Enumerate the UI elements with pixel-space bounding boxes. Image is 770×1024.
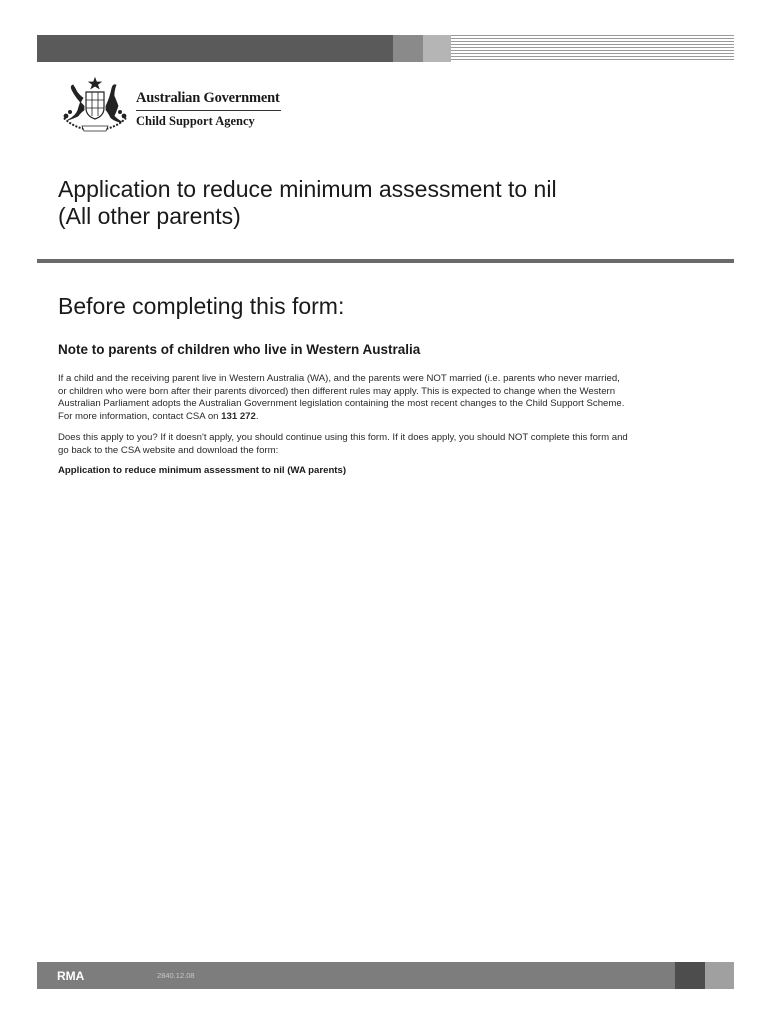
section-heading: Before completing this form:: [58, 293, 345, 319]
form-code: RMA: [57, 969, 85, 983]
paragraph-1-line: If a child and the receiving parent live in Western Australia (WA), and the parents were NOT married (i.e. parents who never married,: [58, 373, 620, 384]
contact-suffix: .: [255, 410, 259, 422]
coat-of-arms-icon: [56, 76, 134, 134]
paragraph-1-line: [58, 411, 738, 424]
contact-prefix: For more information, contact CSA on: [58, 410, 222, 422]
government-name: Australian Government: [136, 90, 280, 106]
paragraph-1-line: or children who were born after their parents divorced) then different rules may apply. This is expected to change when the Western: [58, 385, 616, 397]
title-line-2: (All other parents): [58, 203, 241, 229]
footer-bar: [37, 962, 734, 989]
paragraph-1-line: Australian Parliament adopts the Australian Government legislation containing the most recent changes to the Child Support Scheme.: [58, 398, 625, 409]
page-title: [58, 176, 557, 230]
header-bar-mid-segment: [393, 35, 423, 62]
agency-divider: [136, 110, 281, 111]
title-divider: [37, 259, 734, 263]
agency-name: Child Support Agency: [136, 114, 255, 128]
contact-phone: 131 272: [221, 410, 256, 422]
footer-bar-dark-segment: [675, 962, 705, 989]
title-line-1: Application to reduce minimum assessment to nil: [58, 176, 557, 202]
header-bar-lined-segment: [451, 35, 734, 62]
note-heading: Note to parents of children who live in Western Australia: [58, 342, 421, 357]
agency-name-block: [136, 90, 281, 129]
footer-bar-light-segment: [705, 962, 734, 989]
paragraph-2-line: Does this apply to you? If it doesn't apply, you should continue using this form. If it does apply, you should NOT complete this form and: [58, 432, 628, 443]
note-paragraph-1: [58, 373, 738, 423]
paragraph-2-line: go back to the CSA website and download the form:: [58, 444, 279, 456]
header-bar-light-segment: [423, 35, 451, 62]
note-paragraph-2: [58, 432, 738, 457]
form-number: 2840.12.08: [157, 971, 195, 980]
footer-bar-main: [37, 962, 675, 989]
wa-form-reference: Application to reduce minimum assessment to nil (WA parents): [58, 465, 347, 476]
header-decorative-bar: [37, 35, 734, 62]
header-bar-dark-segment: [37, 35, 393, 62]
agency-logo: [56, 76, 296, 134]
